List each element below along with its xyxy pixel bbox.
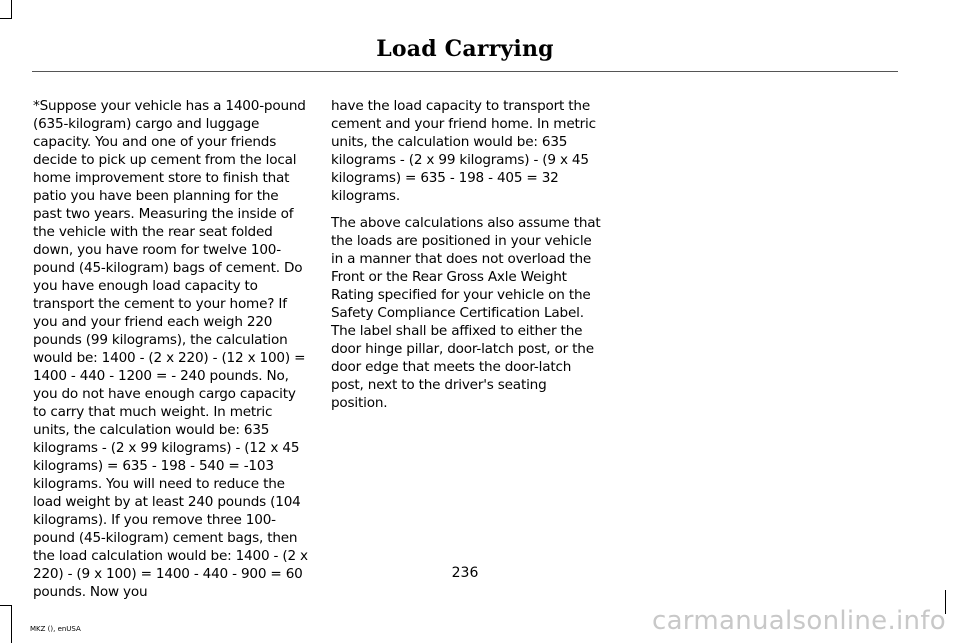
- header-divider: [32, 71, 898, 72]
- crop-mark-top-left-vertical: [11, 0, 12, 18]
- watermark-logo: carmanualsonline.info: [651, 606, 946, 636]
- document-code: MKZ (), enUSA: [30, 625, 81, 633]
- paragraph: *Suppose your vehicle has a 1400-pound (635-kilogram) cargo and luggage capacity. You and one of your friends decide to pick up cement from the local home improvement store to finish that patio you have been planning for the past two years. Measuring the inside of the vehicle with the rear seat folded down, you have room for twelve 100-pound (45-kilogram) bags of cement. Do you have enough load capacity to transport the cement to your home? If you and your friend each weigh 220 pounds (99 kilograms), the calculation would be: 1400 - (2 x 220) - (12 x 100) = 1400 - 440 - 1200 = - 240 pounds. No, you do not have enough cargo capacity to carry that much weight. In metric units, the calculation would be: 635 kilograms - (2 x 99 kilograms) - (12 x 45 kilograms) = 635 - 198 - 540 = -103 kilograms. You will need to reduce the load weight by at least 240 pounds (104 kilograms). If you remove three 100-pound (45-kilogram) cement bags, then the load calculation would be: 1400 - (2 x 220) - (9 x 100) = 1400 - 440 - 900 = 60 pounds. Now you: [33, 98, 308, 600]
- crop-mark-bottom-left-vertical: [11, 605, 12, 643]
- page-number: 236: [451, 565, 479, 581]
- left-column: [33, 97, 308, 610]
- paragraph: have the load capacity to transport the cement and your friend home. In metric units, the calculation would be: 635 kilograms - (2 x 99 kilograms) - (9 x 45 kilograms) = 635 - 198 - 405 = 32 kilograms.: [331, 98, 596, 204]
- paragraph: The above calculations also assume that the loads are positioned in your vehicle in a manner that does not overload the Front or the Rear Gross Axle Weight Rating specified for your vehicle on the Safety Compliance Certification Label. The label shall be affixed to either the door hinge pillar, door-latch post, or the door edge that meets the door-latch post, next to the driver's seating position.: [331, 215, 601, 411]
- right-column: [331, 97, 603, 421]
- crop-mark-top-left-horizontal: [0, 18, 12, 19]
- page-title: Load Carrying: [376, 36, 554, 62]
- crop-mark-bottom-left-horizontal: [0, 605, 12, 606]
